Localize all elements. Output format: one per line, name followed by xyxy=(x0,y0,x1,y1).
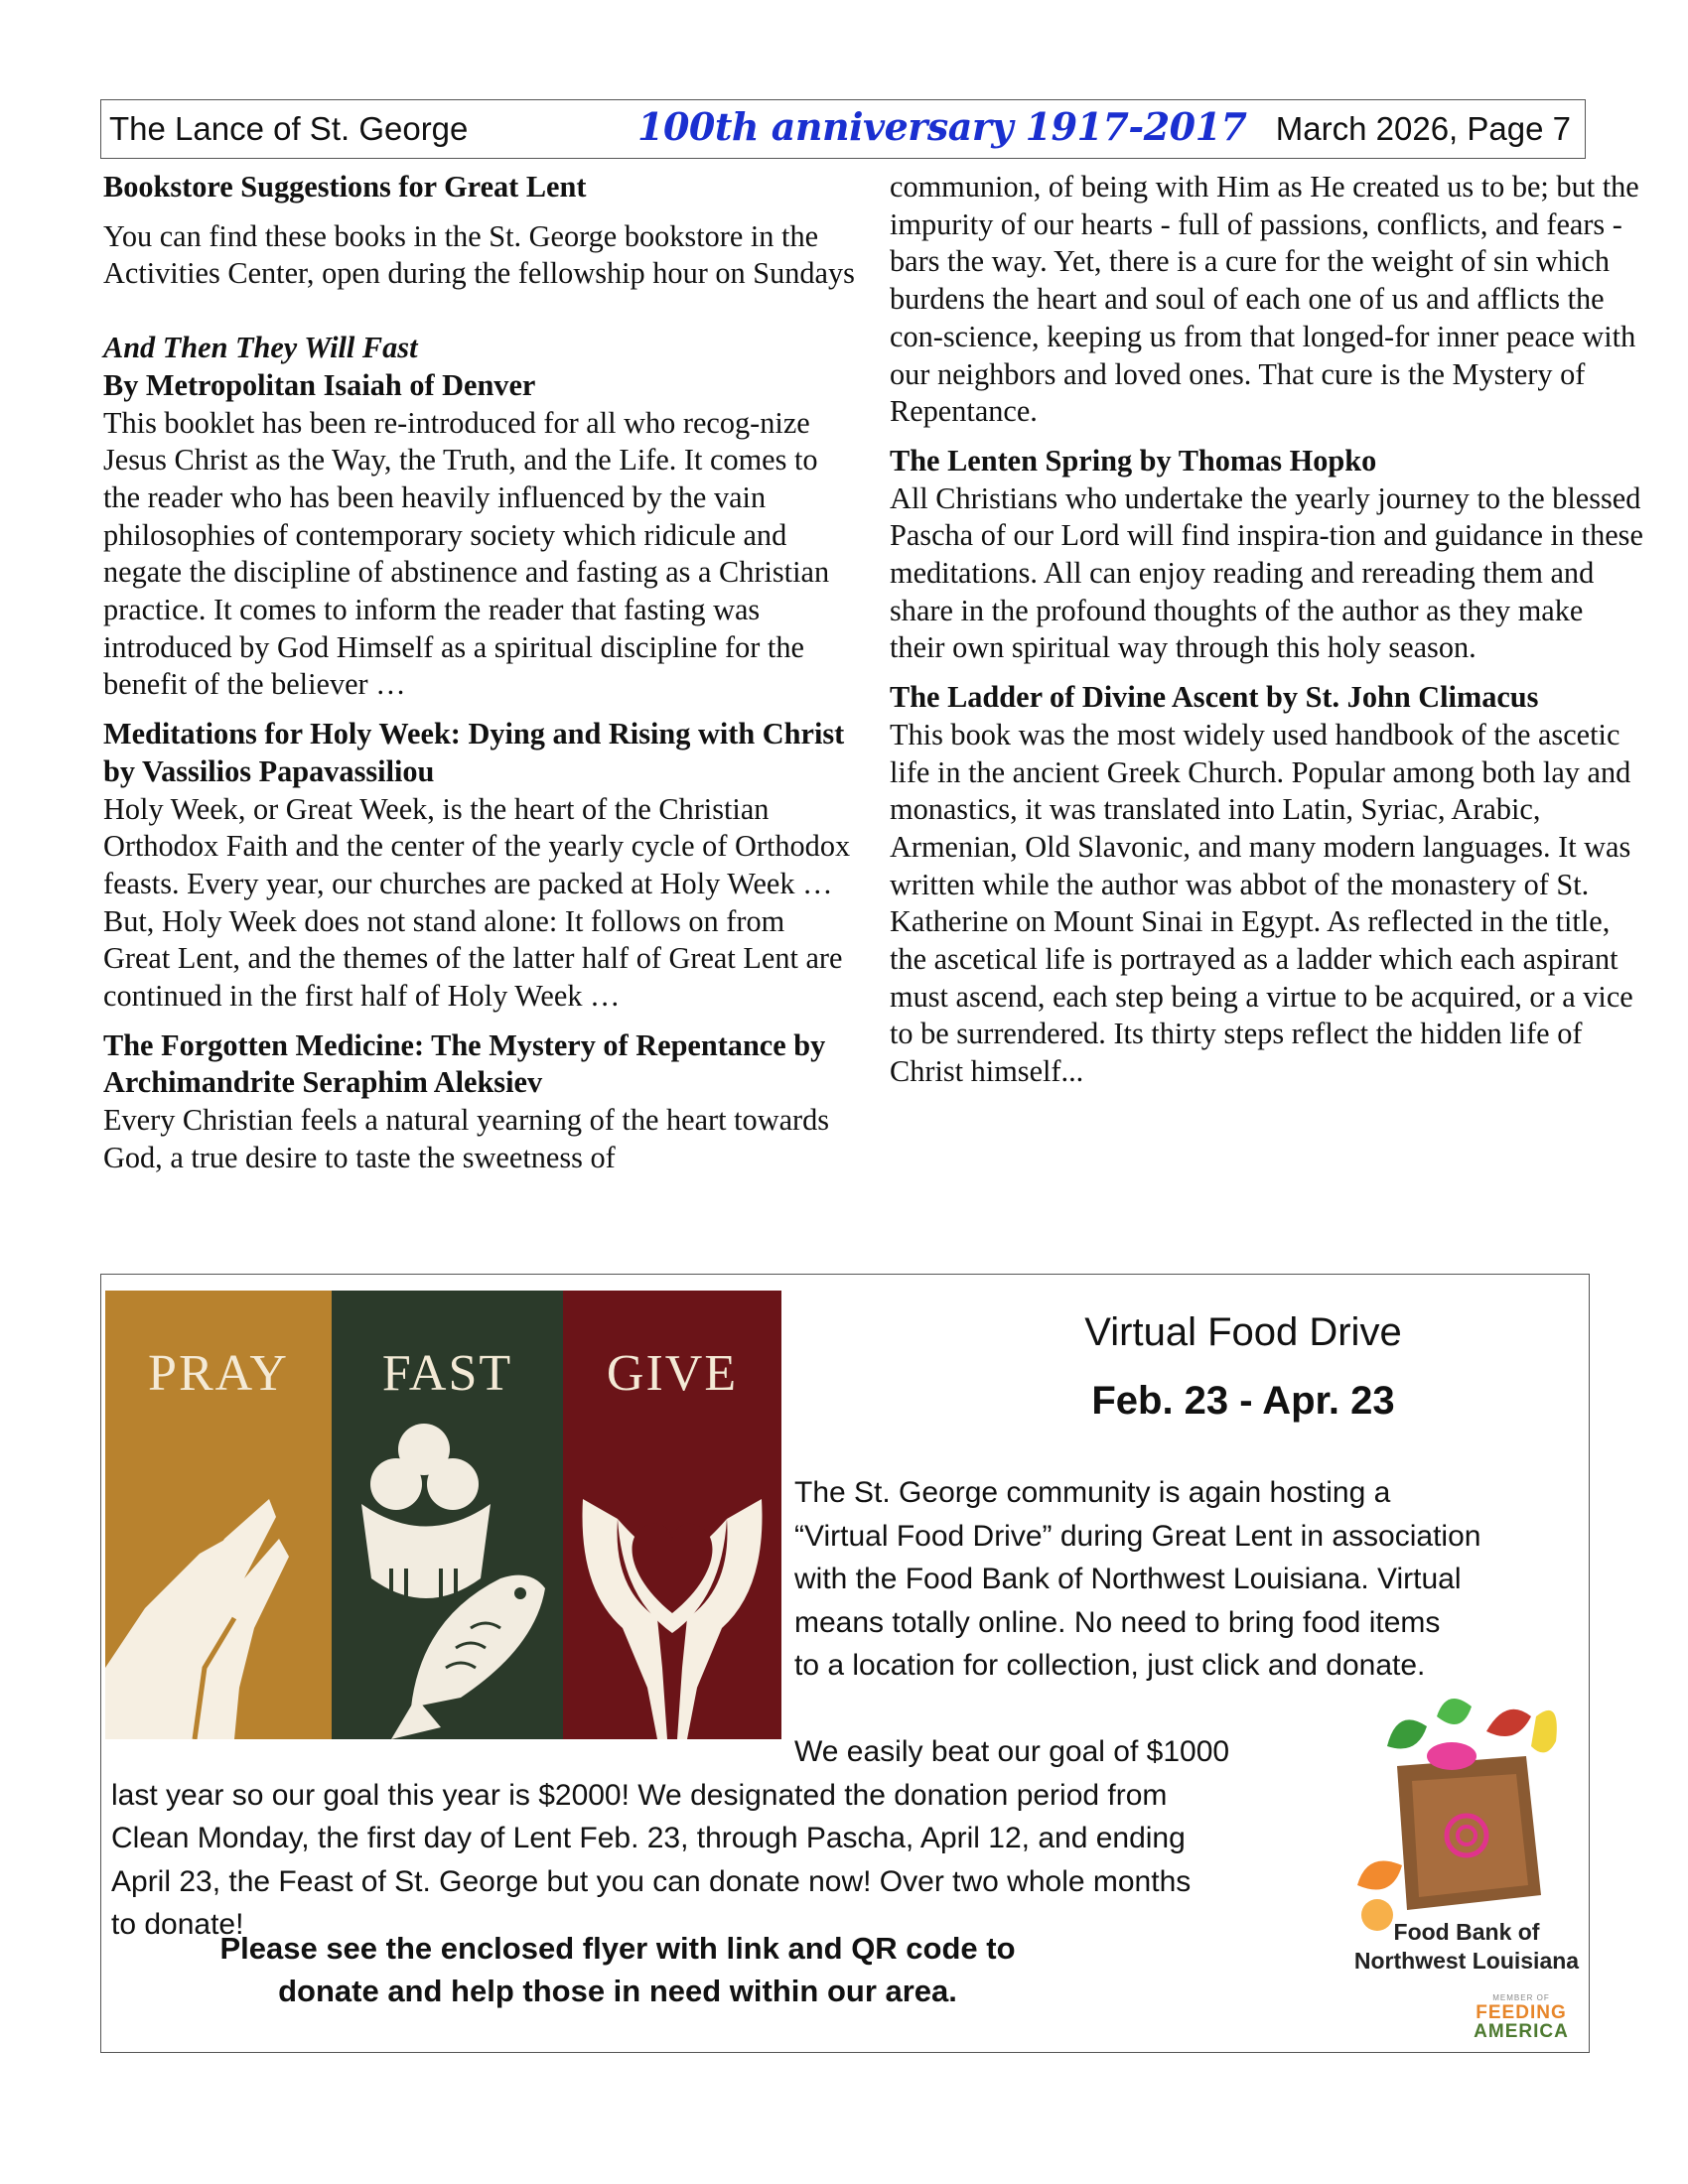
feeding-america-logo-text: AMERICA xyxy=(1474,2021,1569,2042)
food-drive-text-right xyxy=(794,1471,1480,1688)
food-bank-name-line: Northwest Louisiana xyxy=(1353,1948,1580,1974)
hands-heart-icon xyxy=(563,1291,781,1739)
article-column-left xyxy=(103,169,858,1177)
food-bank-name xyxy=(1333,1918,1601,1976)
anniversary-banner: 100th anniversary 1917-2017 xyxy=(637,104,1247,149)
give-label: GIVE xyxy=(606,1345,739,1402)
praying-hands-icon xyxy=(105,1291,332,1739)
feeding-america-logo-text: FEEDING xyxy=(1476,2002,1567,2023)
book-title: The Lenten Spring by Thomas Hopko xyxy=(890,443,1377,478)
book-description: All Christians who undertake the yearly journey to the blessed Pascha of our Lord will find inspira-tion and guidance in these meditations. All can enjoy reading and rereading them and share in the profound thoughts of the author as they make their own spiritual way through this holy season. xyxy=(890,480,1643,665)
text-line: Clean Monday, the first day of Lent Feb. 23, through Pascha, April 12, and ending xyxy=(111,1822,1186,1854)
text-line: means totally online. No need to bring food items xyxy=(794,1605,1441,1639)
page-header xyxy=(100,99,1586,159)
book-description: This book was the most widely used handbook of the ascetic life in the ancient Greek Church. Popular among both lay and monastics, it was translated into Latin, Syriac, Arabic, Armenian, Old Slavonic, and many modern languages. It was written while the author was abbot of the monastery of St. Katherine on Mount Sinai in Egypt. As reflected in the title, the ascetical life is portrayed as a ladder which each aspirant must ascend, each step being a virtue to be acquired, or a vice to be surrendered. Its thirty steps reflect the hidden life of Christ himself... xyxy=(890,717,1633,1089)
pray-fast-give-banner xyxy=(105,1291,781,1739)
text-line: last year so our goal this year is $2000! We designated the donation period from xyxy=(111,1778,1168,1812)
fast-label: FAST xyxy=(381,1345,513,1402)
date-page: March 2026, Page 7 xyxy=(1275,110,1571,147)
text-line: to a location for collection, just click and donate. xyxy=(794,1649,1426,1682)
article-column-right xyxy=(890,169,1644,1091)
flyer-note-line: donate and help those in need within our area. xyxy=(278,1974,957,2008)
book-description: communion, of being with Him as He created us to be; but the impurity of our hearts - full of passions, conflicts, and fears - bars the way. Yet, there is a cure for the weight of sin which burdens the heart and soul of each one of us and afflicts the con-science, keeping us from that longed-for inner peace with our neighbors and loved ones. That cure is the Mystery of Repentance. xyxy=(890,170,1639,429)
bread-fish-icon xyxy=(332,1291,563,1739)
food-drive-box xyxy=(100,1274,1590,2053)
book-description: Every Christian feels a natural yearning of the heart towards God, a true desire to taste the sweetness of xyxy=(103,1103,830,1174)
text-line: April 23, the Feast of St. George but you can donate now! Over two whole months xyxy=(111,1864,1192,1898)
book-author: By Metropolitan Isaiah of Denver xyxy=(103,367,536,402)
feeding-america-member: MEMBER OF xyxy=(1492,1993,1550,2002)
text-line: The St. George community is again hosting a xyxy=(794,1476,1391,1509)
text-line: with the Food Bank of Northwest Louisiana. Virtual xyxy=(794,1563,1462,1595)
book-description: This booklet has been re-introduced for all who recog-nize Jesus Christ as the Way, the Truth, and the Life. It comes to the reader who has been heavily influenced by the vain philosophies of contemporary society which ridicule and negate the discipline of abstinence and fasting as a Christian practice. It comes to inform the reader that fasting was introduced by God Himself as a spiritual discipline for the benefit of the believer … xyxy=(103,405,830,702)
food-bank-logo-icon xyxy=(1347,1687,1586,2039)
book-title: And Then They Will Fast xyxy=(103,331,418,365)
flyer-note xyxy=(201,1927,1035,2012)
book-description: Holy Week, or Great Week, is the heart of the Christian Orthodox Faith and the center of the yearly cycle of Orthodox feasts. Every year, our churches are packed at Holy Week … But, Holy Week does not stand alone: It follows on from Great Lent, and the themes of the latter half of Great Lent are continued in the first half of Holy Week … xyxy=(103,791,851,1014)
book-title: The Ladder of Divine Ascent by St. John Climacus xyxy=(890,680,1539,715)
book-title: Meditations for Holy Week: Dying and Rising with Christ by Vassilios Papavassiliou xyxy=(103,717,845,788)
publication-name: The Lance of St. George xyxy=(109,110,469,147)
food-drive-dates: Feb. 23 - Apr. 23 xyxy=(1091,1379,1395,1423)
article-intro: You can find these books in the St. George bookstore in the Activities Center, open during the fellowship hour on Sundays xyxy=(103,218,855,291)
food-drive-text-bottom xyxy=(111,1730,1229,1947)
flyer-note-line: Please see the enclosed flyer with link and QR code to xyxy=(219,1931,1016,1966)
pray-label: PRAY xyxy=(148,1345,289,1402)
book-title: The Forgotten Medicine: The Mystery of Repentance by Archimandrite Seraphim Aleksiev xyxy=(103,1027,826,1100)
fast-panel xyxy=(332,1291,563,1739)
text-line: “Virtual Food Drive” during Great Lent in association xyxy=(794,1519,1481,1553)
pray-panel xyxy=(105,1291,332,1739)
text-line: to donate! xyxy=(111,1908,244,1941)
text-line: We easily beat our goal of $1000 xyxy=(794,1735,1230,1768)
food-bank-name-line: Food Bank of xyxy=(1393,1919,1540,1945)
give-panel xyxy=(563,1291,781,1739)
article-title: Bookstore Suggestions for Great Lent xyxy=(103,170,587,204)
food-drive-title: Virtual Food Drive xyxy=(1084,1310,1402,1354)
